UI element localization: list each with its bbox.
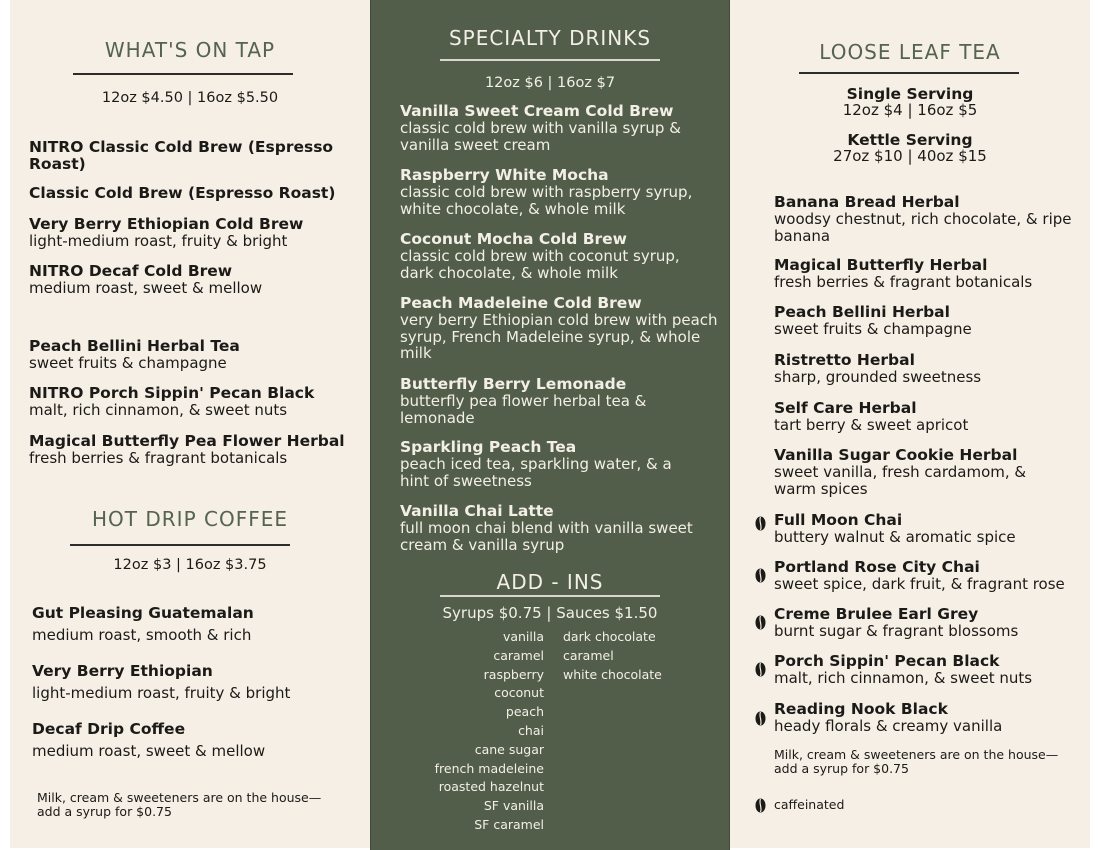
- item-name: Classic Cold Brew (Espresso Roast): [29, 184, 336, 202]
- on-tap-title: WHAT'S ON TAP: [104, 38, 276, 62]
- item-name: Magical Butterfly Herbal: [774, 256, 988, 274]
- item-description: buttery walnut & aromatic spice: [774, 528, 1016, 546]
- specialty-item: [400, 376, 690, 426]
- item-name: Porch Sippin' Pecan Black: [774, 652, 1000, 670]
- item-description: sweet spice, dark fruit, & fragrant rose: [774, 575, 1065, 593]
- item-name: Decaf Drip Coffee: [32, 720, 186, 738]
- item-name: Peach Bellini Herbal: [774, 303, 950, 321]
- item-description: fresh berries & fragrant botanicals: [774, 273, 1033, 291]
- kettle-serving-label: Kettle Serving: [847, 131, 973, 149]
- specialty-item: [400, 231, 700, 281]
- item-name: Vanilla Chai Latte: [400, 502, 554, 520]
- tea-item: [774, 559, 1089, 593]
- sauce-item: caramel: [563, 647, 614, 663]
- hot-drip-item: [32, 721, 362, 760]
- addins-title: ADD - INS: [496, 570, 604, 594]
- addins-price: Syrups $0.75 | Sauces $1.50: [442, 604, 658, 622]
- syrup-item: peach: [505, 704, 544, 720]
- hot-drip-price: 12oz $3 | 16oz $3.75: [113, 557, 267, 573]
- coffee-bean-icon: [755, 568, 766, 583]
- item-description: peach iced tea, sparkling water, & a hint of sweetness: [400, 455, 672, 490]
- tea-item: [774, 194, 1079, 244]
- item-name: Vanilla Sugar Cookie Herbal: [774, 446, 1018, 464]
- on-tap-item: [29, 139, 349, 173]
- coffee-bean-icon: [755, 798, 766, 813]
- single-serving-price: 12oz $4 | 16oz $5: [842, 101, 978, 119]
- item-name: Very Berry Ethiopian Cold Brew: [29, 215, 304, 233]
- item-name: Portland Rose City Chai: [774, 558, 980, 576]
- item-description: sharp, grounded sweetness: [774, 368, 982, 386]
- note-line: Milk, cream & sweeteners are on the house—: [37, 790, 322, 805]
- item-name: Very Berry Ethiopian: [32, 662, 213, 680]
- single-serving-label: Single Serving: [846, 85, 974, 103]
- loose-leaf-note: [774, 748, 1058, 776]
- item-name: NITRO Decaf Cold Brew: [29, 262, 233, 280]
- specialty-item: [400, 167, 710, 217]
- syrup-item: SF caramel: [474, 816, 544, 832]
- tea-item: [774, 352, 1079, 386]
- addins-divider: [440, 595, 660, 597]
- item-description: sweet fruits & champagne: [29, 354, 227, 372]
- item-name: Vanilla Sweet Cream Cold Brew: [400, 102, 674, 120]
- on-tap-item: [29, 216, 349, 250]
- specialty-title: SPECIALTY DRINKS: [448, 26, 652, 50]
- item-name: Coconut Mocha Cold Brew: [400, 230, 628, 248]
- item-description: light-medium roast, fruity & bright: [29, 232, 288, 250]
- item-description: sweet vanilla, fresh cardamom, & warm spices: [774, 463, 1027, 498]
- item-description: fresh berries & fragrant botanicals: [29, 449, 288, 467]
- item-name: Ristretto Herbal: [774, 351, 915, 369]
- item-description: light-medium roast, fruity & bright: [32, 684, 291, 702]
- item-description: medium roast, smooth & rich: [32, 626, 252, 644]
- item-description: medium roast, sweet & mellow: [32, 742, 266, 760]
- item-description: classic cold brew with vanilla syrup & vanilla sweet cream: [400, 119, 681, 154]
- item-name: Self Care Herbal: [774, 399, 917, 417]
- tea-item: [774, 304, 1079, 338]
- sauce-item: white chocolate: [563, 666, 662, 682]
- on-tap-item: [29, 433, 369, 467]
- item-name: NITRO Classic Cold Brew (Espresso Roast): [29, 138, 334, 173]
- on-tap-item: [29, 185, 349, 202]
- item-description: malt, rich cinnamon, & sweet nuts: [774, 669, 1033, 687]
- syrup-list: [371, 628, 544, 835]
- on-tap-item: [29, 385, 359, 419]
- item-name: Gut Pleasing Guatemalan: [32, 604, 254, 622]
- specialty-divider: [440, 59, 660, 61]
- coffee-bean-icon: [755, 662, 766, 677]
- syrup-item: french madeleine: [434, 760, 544, 776]
- syrup-item: caramel: [493, 647, 544, 663]
- note-line: add a syrup for $0.75: [774, 761, 909, 776]
- tea-item: [774, 653, 1084, 687]
- middle-column: [370, 0, 730, 850]
- hot-drip-item: [32, 605, 362, 644]
- item-name: Peach Bellini Herbal Tea: [29, 337, 240, 355]
- sauce-item: dark chocolate: [563, 629, 656, 644]
- item-description: classic cold brew with raspberry syrup, white chocolate, & whole milk: [400, 183, 693, 218]
- note-line: add a syrup for $0.75: [37, 804, 172, 819]
- syrup-item: roasted hazelnut: [438, 779, 544, 795]
- on-tap-item: [29, 338, 349, 372]
- specialty-item: [400, 503, 710, 553]
- single-serving: [730, 86, 1090, 118]
- item-description: butterfly pea flower herbal tea & lemonade: [400, 392, 647, 427]
- right-column: [730, 0, 1090, 850]
- item-description: heady florals & creamy vanilla: [774, 717, 1003, 735]
- item-name: Raspberry White Mocha: [400, 166, 609, 184]
- on-tap-divider: [73, 73, 293, 75]
- coffee-bean-icon: [755, 516, 766, 531]
- item-description: malt, rich cinnamon, & sweet nuts: [29, 401, 288, 419]
- syrup-item: raspberry: [483, 666, 544, 682]
- note-line: Milk, cream & sweeteners are on the house—: [774, 747, 1059, 762]
- tea-item: [774, 447, 1044, 497]
- item-description: woodsy chestnut, rich chocolate, & ripe banana: [774, 210, 1072, 245]
- hot-drip-title: HOT DRIP COFFEE: [92, 507, 288, 531]
- item-description: tart berry & sweet apricot: [774, 416, 969, 434]
- tea-item: [774, 257, 1079, 291]
- item-description: burnt sugar & fragrant blossoms: [774, 622, 1019, 640]
- specialty-item: [400, 439, 700, 489]
- item-name: Magical Butterfly Pea Flower Herbal: [29, 432, 345, 450]
- caffeinated-legend: caffeinated: [774, 797, 845, 812]
- item-description: classic cold brew with coconut syrup, dark chocolate, & whole milk: [400, 247, 680, 282]
- tea-item: [774, 512, 1084, 546]
- syrup-item: coconut: [494, 685, 544, 701]
- item-description: very berry Ethiopian cold brew with peach syrup, French Madeleine syrup, & whole milk: [400, 311, 718, 362]
- hot-drip-note: [37, 791, 321, 819]
- item-name: Sparkling Peach Tea: [400, 438, 577, 456]
- tea-item: [774, 400, 1079, 434]
- kettle-serving: [730, 132, 1090, 164]
- syrup-item: SF vanilla: [483, 798, 544, 814]
- hot-drip-divider: [70, 544, 290, 546]
- item-description: full moon chai blend with vanilla sweet cream & vanilla syrup: [400, 519, 693, 554]
- item-description: sweet fruits & champagne: [774, 320, 972, 338]
- coffee-bean-icon: [755, 615, 766, 630]
- tea-item: [774, 606, 1084, 640]
- specialty-item: [400, 103, 700, 153]
- item-name: Peach Madeleine Cold Brew: [400, 294, 642, 312]
- loose-leaf-divider: [799, 72, 1019, 74]
- left-column: [10, 0, 370, 850]
- kettle-serving-price: 27oz $10 | 40oz $15: [833, 147, 987, 165]
- on-tap-item: [29, 263, 349, 297]
- syrup-item: cane sugar: [474, 741, 544, 757]
- loose-leaf-title: LOOSE LEAF TEA: [819, 40, 1001, 64]
- item-name: Reading Nook Black: [774, 700, 948, 718]
- tea-item: [774, 701, 1084, 735]
- hot-drip-item: [32, 663, 362, 702]
- item-description: medium roast, sweet & mellow: [29, 279, 263, 297]
- on-tap-price: 12oz $4.50 | 16oz $5.50: [101, 90, 279, 106]
- item-name: Full Moon Chai: [774, 511, 903, 529]
- syrup-item: chai: [518, 722, 544, 738]
- item-name: Banana Bread Herbal: [774, 193, 960, 211]
- specialty-item: [400, 295, 720, 362]
- item-name: NITRO Porch Sippin' Pecan Black: [29, 384, 315, 402]
- syrup-item: vanilla: [502, 629, 544, 644]
- item-name: Butterfly Berry Lemonade: [400, 375, 627, 393]
- item-name: Creme Brulee Earl Grey: [774, 605, 979, 623]
- sauce-list: [563, 628, 662, 684]
- specialty-price: 12oz $6 | 16oz $7: [484, 75, 616, 91]
- coffee-bean-icon: [755, 711, 766, 726]
